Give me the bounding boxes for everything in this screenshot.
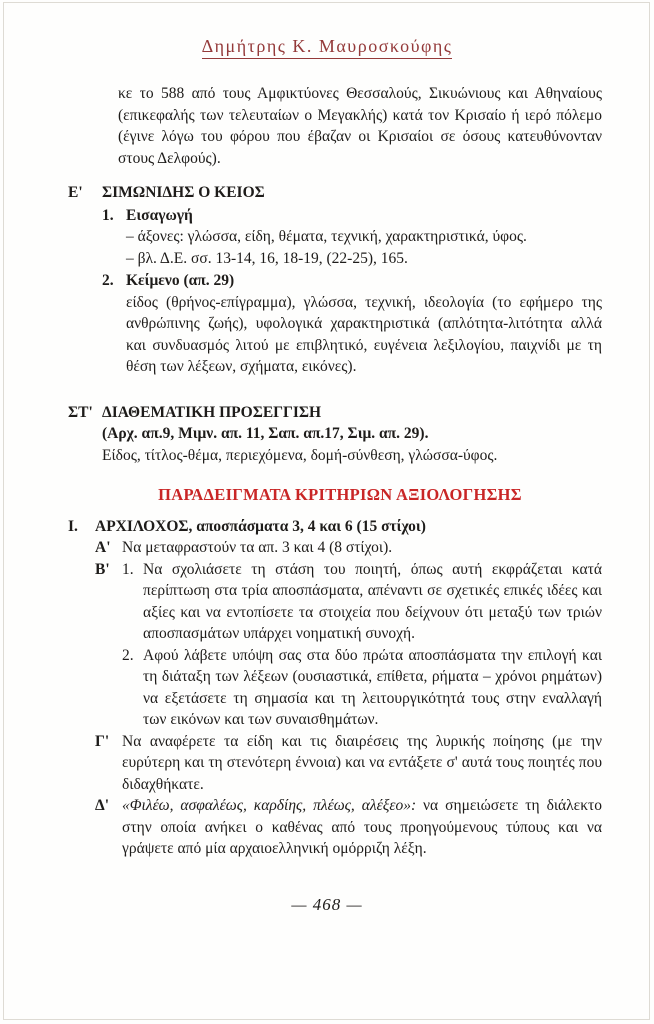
question-a <box>95 537 602 559</box>
question-b-sub-1 <box>122 559 602 645</box>
bullet-line: – βλ. Δ.Ε. σσ. 13-14, 16, 18-19, (22-25), 165. <box>126 249 408 267</box>
question-c <box>95 731 602 796</box>
section-i-heading <box>68 516 602 538</box>
list-item-eisagogi <box>102 205 602 270</box>
sub-number: 1. <box>122 560 134 578</box>
bullet-line: – άξονες: γλώσσα, είδη, θέματα, τεχνική, χαρακτηριστικά, ύφος. <box>126 228 527 245</box>
question-a-text: Να μεταφραστούν τα απ. 3 και 4 (8 στίχοι). <box>122 539 393 556</box>
question-c-text: Να αναφέρετε τα είδη και τις διαιρέσεις της λυρικής ποίησης (με την ευρύτερη και τη στενότερη έννοια) και να εντάξετε σ' αυτά τους ποιητές που διδαχθήκατε. <box>122 732 602 793</box>
list-item-keimeno <box>102 270 602 378</box>
question-b-sub-2 <box>122 645 602 731</box>
section-st-subtitle: (Αρχ. απ.9, Μιμν. απ. 11, Σαπ. απ.17, Σιμ. απ. 29). <box>102 425 429 442</box>
sub-number: 2. <box>122 646 134 664</box>
intro-paragraph: κε το 588 από τους Αμφικτύονες Θεσσαλούς, Σικυώνιους και Αθηναίους (επικεφαλής των τελευταίων ο Μεγακλής) κατά τον Κρισαίο ή ιερό πόλεμο (έγινε λόγω του φόρου που έβαζαν οι Κρισαίοι σε όσους κατευθύνονταν στους Δελφούς). <box>118 85 602 167</box>
question-a-label: Α' <box>95 539 111 556</box>
question-d-text <box>122 795 602 860</box>
question-b <box>95 559 602 731</box>
item-title: Εισαγωγή <box>126 206 193 224</box>
section-diathematiki <box>68 402 602 467</box>
question-d-label: Δ' <box>95 797 110 814</box>
sub-text: Να σχολιάσετε τη στάση του ποιητή, όπως αυτή εκφράζεται κατά περίπτωση στα τρία αποσπάσματα, απέναντι σε σχετικές επικές ιδέες και αξίες και να εντοπίσετε τα στοιχεία που δείχνουν ότι μεταξύ των τριών αποσπασμάτων υπάρχει νοηματική συνοχή. <box>143 560 602 642</box>
section-i-label: Ι. <box>68 517 78 535</box>
ancient-greek-quote: «Φιλέω, ασφαλέως, καρδίης, πλέως, αλέξεο»: <box>122 797 417 814</box>
question-b-label: Β' <box>95 560 110 578</box>
section-e-body <box>102 205 602 378</box>
question-c-label: Γ' <box>95 732 110 750</box>
page-number: — 468 — <box>291 895 363 914</box>
item-number: 2. <box>102 272 114 289</box>
section-simonides <box>68 182 602 378</box>
page-header <box>0 36 654 57</box>
question-d-text-after: να σημειώσετε τη διάλεκτο στην οποία ανήκει ο καθένας από τους προηγούμενους τύπους και να γράψετε από μία αρχαιοελληνική ομόρριζη λέξη. <box>122 797 602 857</box>
section-e-label: Ε' <box>68 184 83 201</box>
item-number: 1. <box>102 206 114 224</box>
section-e-heading <box>68 182 602 204</box>
assessment-criteria-title: ΠΑΡΑΔΕΙΓΜΑΤΑ ΚΡΙΤΗΡΙΩΝ ΑΞΙΟΛΟΓΗΣΗΣ <box>158 485 522 504</box>
item-title: Κείμενο (απ. 29) <box>126 272 235 289</box>
section-st-title: ΔΙΑΘΕΜΑΤΙΚΗ ΠΡΟΣΕΓΓΙΣΗ <box>102 403 322 421</box>
author-name: Δημήτρης Κ. Μαυροσκούφης <box>202 36 453 59</box>
page-content <box>68 83 602 860</box>
question-d <box>95 795 602 860</box>
section-st-body: Είδος, τίτλος-θέμα, περιεχόμενα, δομή-σύνθεση, γλώσσα-ύφος. <box>102 446 498 464</box>
section-e-title: ΣΙΜΩΝΙΔΗΣ Ο ΚΕΙΟΣ <box>102 184 265 201</box>
section-archilochos <box>68 516 602 860</box>
sub-text: Αφού λάβετε υπόψη σας στα δύο πρώτα αποσπάσματα την επιλογή και τη διάταξη των λέξεων (ουσιαστικά, επίθετα, ρήματα – χρόνοι ρημάτων) να εξετάσετε τη σημασία και τη λειτουργικότητά τους στην εναλλαγή των εικόνων και των συναισθημάτων. <box>143 646 602 728</box>
item-body-text: είδος (θρήνος-επίγραμμα), γλώσσα, τεχνική, ιδεολογία (το εφήμερο της ανθρώπινης ζωής), υφολογικά χαρακτηριστικά (απλότητα-λιτότητα αλλά και συνδυασμός λιτού με επιβλητικό, ευγένεια λεξιλογίου, παιχνίδι με τη θέση των λέξεων, σχήματα, εικόνες). <box>126 293 602 375</box>
section-i-title: ΑΡΧΙΛΟΧΟΣ, αποσπάσματα 3, 4 και 6 (15 στίχοι) <box>95 517 426 535</box>
section-st-label: ΣΤ' <box>68 403 93 421</box>
section-st-heading <box>68 402 602 424</box>
